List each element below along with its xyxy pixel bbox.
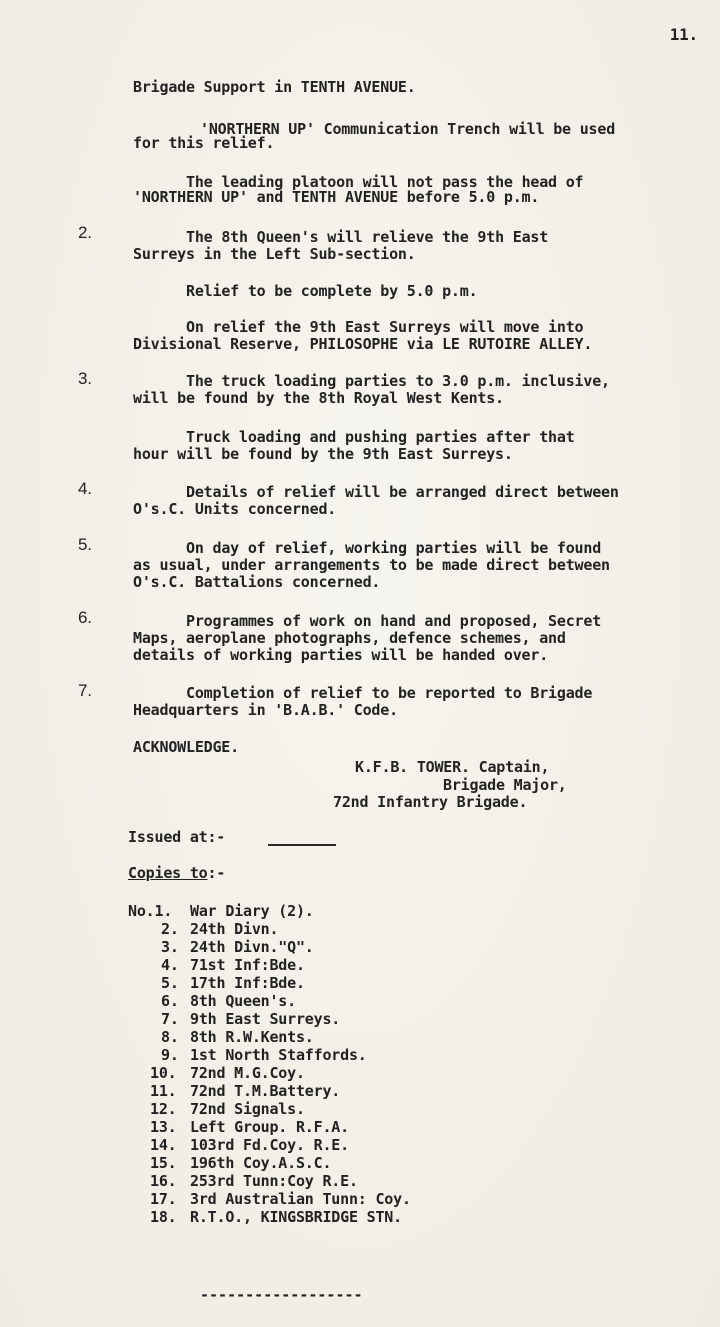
paragraph-line: will be found by the 8th Royal West Kents. xyxy=(133,389,504,407)
copy-no: 12. xyxy=(150,1100,177,1118)
copy-recipient: R.T.O., KINGSBRIDGE STN. xyxy=(190,1208,402,1226)
paragraph-number: 2. xyxy=(78,223,92,242)
copies-to-label: Copies to xyxy=(128,864,208,882)
copy-recipient: 72nd Signals. xyxy=(190,1100,305,1118)
copy-no: 13. xyxy=(150,1118,177,1136)
intro-line: 'NORTHERN UP' and TENTH AVENUE before 5.0 p.m. xyxy=(133,188,540,206)
acknowledge-line: ACKNOWLEDGE. xyxy=(133,738,239,756)
paragraph-number: 3. xyxy=(78,369,92,388)
signature-unit: 72nd Infantry Brigade. xyxy=(333,793,528,811)
page-number: 11. xyxy=(669,25,698,44)
paragraph-number: 5. xyxy=(78,535,92,554)
paragraph-line: Relief to be complete by 5.0 p.m. xyxy=(186,282,478,300)
copy-recipient: 71st Inf:Bde. xyxy=(190,956,305,974)
copy-recipient: 1st North Staffords. xyxy=(190,1046,367,1064)
end-rule: ------------------ xyxy=(200,1286,363,1304)
paragraph-line: details of working parties will be handed over. xyxy=(133,646,549,664)
copy-no: 2. xyxy=(161,920,179,938)
paragraph-line: O's.C. Battalions concerned. xyxy=(133,573,381,591)
copy-no: 16. xyxy=(150,1172,177,1190)
copy-no: 5. xyxy=(161,974,179,992)
copy-no: 10. xyxy=(150,1064,177,1082)
paragraph-line: Maps, aeroplane photographs, defence schemes, and xyxy=(133,629,566,647)
copy-no: 11. xyxy=(150,1082,177,1100)
issued-at-label: Issued at:- xyxy=(128,828,226,846)
copy-recipient: 253rd Tunn:Coy R.E. xyxy=(190,1172,358,1190)
copy-recipient: 24th Divn."Q". xyxy=(190,938,314,956)
copy-no: 14. xyxy=(150,1136,177,1154)
copy-no: 15. xyxy=(150,1154,177,1172)
copy-no: 17. xyxy=(150,1190,177,1208)
copy-recipient: 72nd M.G.Coy. xyxy=(190,1064,305,1082)
copies-to-suffix: :- xyxy=(207,864,226,882)
paragraph-line: The 8th Queen's will relieve the 9th East xyxy=(186,228,549,246)
copy-no: 9. xyxy=(161,1046,179,1064)
copy-recipient: 17th Inf:Bde. xyxy=(190,974,305,992)
copy-recipient: 8th Queen's. xyxy=(190,992,296,1010)
intro-line: Brigade Support in TENTH AVENUE. xyxy=(133,78,416,96)
copy-no: 8. xyxy=(161,1028,179,1046)
paragraph-line: On relief the 9th East Surreys will move into xyxy=(186,318,584,336)
paragraph-number: 7. xyxy=(78,681,92,700)
intro-line: 'NORTHERN UP' Communication Trench will be used xyxy=(200,120,616,138)
copy-recipient: 72nd T.M.Battery. xyxy=(190,1082,341,1100)
paragraph-line: The truck loading parties to 3.0 p.m. inclusive, xyxy=(186,372,610,390)
intro-line: The leading platoon will not pass the head of xyxy=(186,173,584,191)
paragraph-line: Programmes of work on hand and proposed, Secret xyxy=(186,612,602,630)
copy-no: 6. xyxy=(161,992,179,1010)
copy-recipient: Left Group. R.F.A. xyxy=(190,1118,349,1136)
copy-recipient: War Diary (2). xyxy=(190,902,314,920)
paragraph-line: Headquarters in 'B.A.B.' Code. xyxy=(133,701,398,719)
paragraph-line: hour will be found by the 9th East Surreys. xyxy=(133,445,513,463)
copy-recipient: 24th Divn. xyxy=(190,920,279,938)
copy-no: 18. xyxy=(150,1208,177,1226)
copy-recipient: 103rd Fd.Coy. R.E. xyxy=(190,1136,349,1154)
paragraph-number: 4. xyxy=(78,479,92,498)
paragraph-line: Details of relief will be arranged direct between xyxy=(186,483,619,501)
copies-to-heading xyxy=(128,864,225,882)
paragraph-line: Surreys in the Left Sub-section. xyxy=(133,245,416,263)
copy-no: No.1. xyxy=(128,902,173,920)
paragraph-line: Completion of relief to be reported to Brigade xyxy=(186,684,593,702)
intro-line: for this relief. xyxy=(133,134,275,152)
issued-at-blank xyxy=(268,844,336,846)
paragraph-line: as usual, under arrangements to be made direct between xyxy=(133,556,610,574)
copy-recipient: 8th R.W.Kents. xyxy=(190,1028,314,1046)
copy-no: 3. xyxy=(161,938,179,956)
copy-recipient: 196th Coy.A.S.C. xyxy=(190,1154,332,1172)
paragraph-number: 6. xyxy=(78,608,92,627)
paragraph-line: On day of relief, working parties will be found xyxy=(186,539,602,557)
copy-no: 7. xyxy=(161,1010,179,1028)
copy-no: 4. xyxy=(161,956,179,974)
signature-name: K.F.B. TOWER. Captain, xyxy=(355,758,550,776)
paragraph-line: Truck loading and pushing parties after that xyxy=(186,428,575,446)
copy-recipient: 3rd Australian Tunn: Coy. xyxy=(190,1190,411,1208)
paragraph-line: Divisional Reserve, PHILOSOPHE via LE RUTOIRE ALLEY. xyxy=(133,335,593,353)
signature-title: Brigade Major, xyxy=(443,776,567,794)
paragraph-line: O's.C. Units concerned. xyxy=(133,500,337,518)
copy-recipient: 9th East Surreys. xyxy=(190,1010,341,1028)
